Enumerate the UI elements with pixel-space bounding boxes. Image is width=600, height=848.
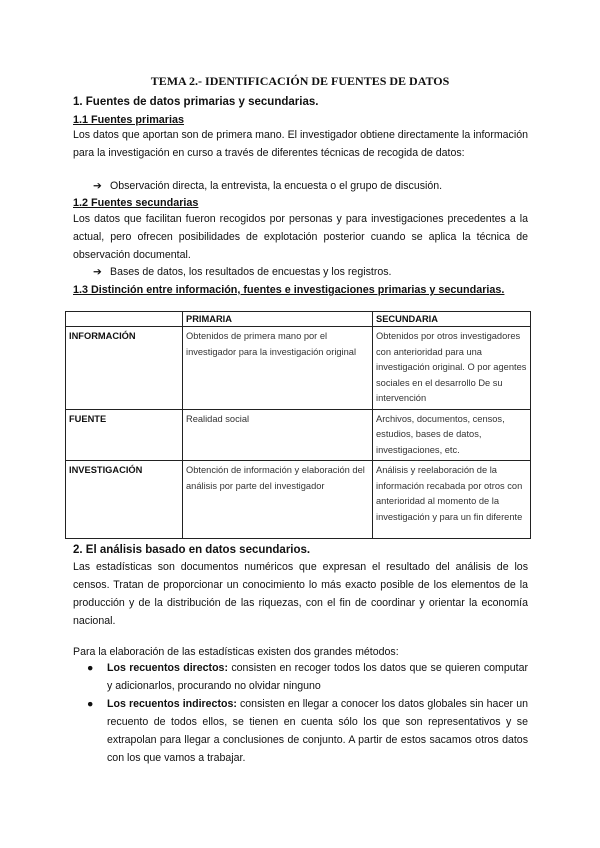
table-row (66, 461, 531, 539)
distinction-table (65, 311, 531, 539)
row-label: INVESTIGACIÓN (66, 461, 183, 539)
table-cell-primaria: Obtenidos de primera mano por el investigador para la investigación original (183, 327, 373, 410)
section2-heading: 2. El análisis basado en datos secundarios. (73, 544, 311, 556)
section1-1-list-item (93, 180, 442, 192)
bullet-icon: ● (87, 662, 94, 674)
table-header-cell: SECUNDARIA (373, 312, 531, 327)
table-row (66, 327, 531, 410)
table-header-row (66, 312, 531, 327)
table-cell-secundaria: Obtenidos por otros investigadores con anterioridad para una investigación original. O por agentes sociales en el desarrollo De su intervención (373, 327, 531, 410)
bullet-icon: ● (87, 698, 94, 710)
table-cell-primaria: Realidad social (183, 409, 373, 461)
section1-3-heading: 1.3 Distinción entre información, fuentes e investigaciones primarias y secundarias. (73, 284, 505, 296)
arrow-right-icon: ➔ (93, 180, 102, 192)
list-item (85, 695, 528, 767)
bullet-text: consisten en llegar a conocer los datos globales sin hacer un recuento de todos ellos, se tienen en cuenta sólo los que son representativos y se extrapolan para llegar a conclusiones de conjunto. A partir de estos sacamos otros datos con los que vamos a trabajar. (107, 698, 528, 764)
section1-1-text: Los datos que aportan son de primera mano. El investigador obtiene directamente la información para la investigación en curso a través de diferentes técnicas de recogida de datos: (73, 129, 528, 159)
section1-1-heading: 1.1 Fuentes primarias (73, 114, 185, 126)
section1-heading: 1. Fuentes de datos primarias y secundarias. (73, 96, 319, 108)
list-item (85, 659, 528, 695)
section2-text: Las estadísticas son documentos numéricos que expresan el resultado del análisis de los censos. Tratan de proporcionar un conocimiento lo más exacto posible de los elementos de la producción y de la distribución de las riquezas, con el fin de coordinar y orientar la economía nacional. (73, 561, 528, 627)
section1-1-item-text: Observación directa, la entrevista, la encuesta o el grupo de discusión. (110, 180, 443, 192)
methods-list (85, 659, 528, 767)
table-header-cell (66, 312, 183, 327)
table-cell-secundaria: Archivos, documentos, censos, estudios, bases de datos, investigaciones, etc. (373, 409, 531, 461)
table-cell-secundaria: Análisis y reelaboración de la información recabada por otros con anterioridad al momento de la investigación y para un fin diferente (373, 461, 531, 539)
row-label: FUENTE (66, 409, 183, 461)
section1-2-heading: 1.2 Fuentes secundarias (73, 197, 199, 209)
section1-2-text: Los datos que facilitan fueron recogidos por personas y para investigaciones precedentes a la actual, pero ofrecen posibilidades de explotación posterior cuando se aplica la técnica de observación documental. (73, 213, 528, 261)
bullet-term: Los recuentos indirectos: (107, 698, 237, 710)
table-header-cell: PRIMARIA (183, 312, 373, 327)
section1-2-item-text: Bases de datos, los resultados de encuestas y los registros. (110, 266, 392, 278)
bullet-text: consisten en recoger todos los datos que se quieren computar y adicionarlos, procurando no olvidar ninguno (107, 662, 528, 692)
section1-2-list-item (93, 266, 391, 278)
section2-intro: Para la elaboración de las estadísticas existen dos grandes métodos: (73, 646, 399, 658)
bullet-term: Los recuentos directos: (107, 662, 228, 674)
table-row (66, 409, 531, 461)
page-title: TEMA 2.- IDENTIFICACIÓN DE FUENTES DE DATOS (150, 74, 450, 88)
arrow-right-icon: ➔ (93, 266, 102, 278)
table-cell-primaria: Obtención de información y elaboración del análisis por parte del investigador (183, 461, 373, 539)
row-label: INFORMACIÓN (66, 327, 183, 410)
